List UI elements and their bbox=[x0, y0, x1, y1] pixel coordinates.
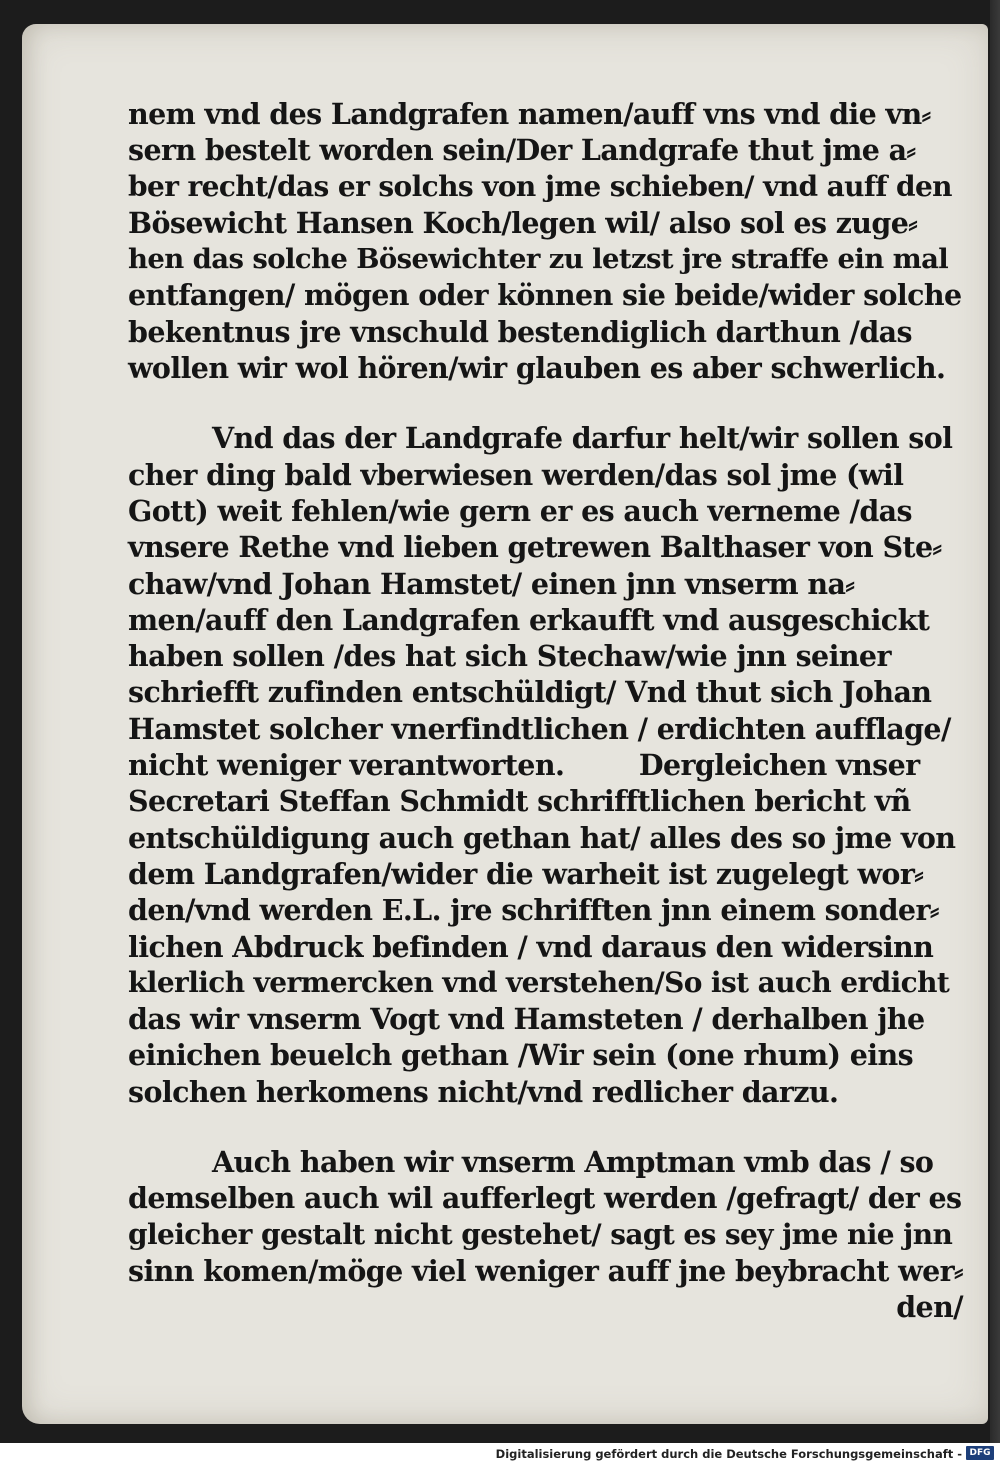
text-line: demselben auch wil aufferlegt werden /gefragt/ der es bbox=[128, 1181, 962, 1216]
text-line: vnsere Rethe vnd lieben getrewen Balthaser von Ste⸗ bbox=[128, 530, 942, 565]
text-line: Auch haben wir vnserm Amptman vmb das / so bbox=[212, 1145, 934, 1180]
text-line: nem vnd des Landgrafen namen/auff vns vnd die vn⸗ bbox=[128, 97, 931, 131]
text-line: schriefft zufinden entschüldigt/ Vnd thut sich Johan bbox=[128, 675, 932, 710]
paragraph-2 bbox=[128, 420, 963, 1110]
text-line: Gott) weit fehlen/wie gern er es auch verneme /das bbox=[128, 493, 912, 528]
text-line: chaw/vnd Johan Hamstet/ einen jnn vnserm na⸗ bbox=[128, 566, 855, 601]
text-line: gleicher gestalt nicht gestehet/ sagt es sey jme nie jnn bbox=[128, 1217, 953, 1251]
text-line: men/auff den Landgrafen erkaufft vnd ausgeschickt bbox=[128, 602, 930, 637]
dfg-logo-icon: DFG bbox=[966, 1446, 994, 1460]
text-line: den/vnd werden E.L. jre schrifften jnn einem sonder⸗ bbox=[128, 893, 939, 928]
text-line: das wir vnserm Vogt vnd Hamsteten / derhalben jhe bbox=[128, 1002, 925, 1037]
book-edge bbox=[990, 0, 1000, 1443]
text-line: Hamstet solcher vnerfindtlichen / erdichten aufflage/ bbox=[128, 711, 951, 746]
text-line: solchen herkomens nicht/vnd redlicher darzu. bbox=[128, 1074, 839, 1109]
text-line: nicht weniger verantworten. Dergleichen vnser bbox=[128, 748, 920, 783]
text-line: haben sollen /des hat sich Stechaw/wie jnn seiner bbox=[128, 639, 891, 674]
text-line: dem Landgrafen/wider die warheit ist zugelegt wor⸗ bbox=[128, 856, 924, 891]
text-line: bekentnus jre vnschuld bestendiglich darthun /das bbox=[128, 314, 912, 349]
text-line: wollen wir wol hören/wir glauben es aber schwerlich. bbox=[128, 351, 946, 386]
text-line: sinn komen/möge viel weniger auff jne beybracht wer⸗ bbox=[128, 1253, 963, 1288]
text-line: Bösewicht Hansen Koch/legen wil/ also sol es zuge⸗ bbox=[128, 205, 918, 240]
text-line: Secretari Steffan Schmidt schrifftlichen bericht vñ bbox=[128, 784, 911, 819]
paragraph-3 bbox=[128, 1144, 963, 1325]
text-line: den/ bbox=[896, 1290, 963, 1325]
text-line: entfangen/ mögen oder können sie beide/wider solche bbox=[128, 278, 962, 313]
text-line: hen das solche Bösewichter zu letzst jre straffe ein mal bbox=[128, 243, 949, 276]
text-line: entschüldigung auch gethan hat/ alles des so jme von bbox=[128, 820, 956, 855]
funding-credit: Digitalisierung gefördert durch die Deutsche Forschungsgemeinschaft - bbox=[495, 1447, 962, 1461]
text-line: cher ding bald vberwiesen werden/das sol jme (wil bbox=[128, 457, 904, 492]
text-line: sern bestelt worden sein/Der Landgrafe thut jme a⸗ bbox=[128, 133, 916, 168]
text-line: ber recht/das er solchs von jme schieben/ vnd auff den bbox=[128, 169, 952, 203]
text-line: einichen beuelch gethan /Wir sein (one rhum) eins bbox=[128, 1038, 914, 1073]
text-line: klerlich vermercken vnd verstehen/So ist auch erdicht bbox=[128, 965, 950, 999]
page-text bbox=[128, 96, 963, 1326]
text-line: Vnd das der Landgrafe darfur helt/wir sollen sol bbox=[212, 421, 953, 456]
digitization-footer bbox=[0, 1443, 1000, 1465]
paragraph-1 bbox=[128, 96, 963, 386]
text-line: lichen Abdruck befinden / vnd daraus den widersinn bbox=[128, 929, 934, 964]
